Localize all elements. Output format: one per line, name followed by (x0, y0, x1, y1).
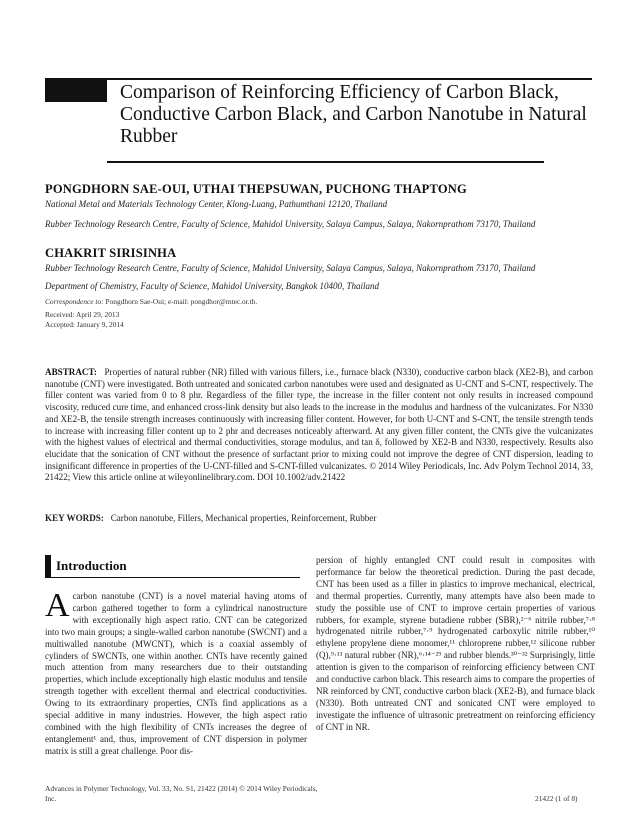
header-black-block (45, 78, 107, 102)
affiliation-4: Department of Chemistry, Faculty of Science, Mahidol University, Bangkok 10400, Thailand (45, 281, 379, 291)
correspondence-text: Pongdhorn Sae-Oui; e-mail: pongdhor@mtec.or.th. (105, 297, 258, 306)
section-title: Introduction (56, 558, 127, 573)
section-rule (45, 577, 300, 578)
footer-journal: Advances in Polymer Technology, Vol. 33, No. S1, 21422 (2014) © 2014 Wiley Periodicals, Inc. (45, 784, 318, 803)
drop-cap: A (45, 587, 70, 624)
keywords (45, 513, 593, 523)
abstract (45, 367, 593, 484)
abstract-text: Properties of natural rubber (NR) filled with various fillers, i.e., furnace black (N330), conductive carbon black (XE2-B), and carbon nanotube (CNT) were investigated. Both untreated and sonicated carbon nanotubes were used and designated as U-CNT and S-CNT, respectively. The filler content was varied from 0 to 8 phr. Regardless of the filler type, the increase in the filler content not only results in increased compound viscosity, reduced cure time, and enhanced cross-link density but also leads to the increase in the modulus and hardness of the vulcanizates. For N330 and XE2-B, the tensile strength increases continuously with increasing filler content. However, for both U-CNT and S-CNT, the tensile strength tends to increase with increasing filler content up to 2 phr and decreases noticeably afterward. At any given filler content, the CNTs give the vulcanizates with the highest values of electrical and thermal conductivities, storage modulus, and tan δ, followed by XE2-B and N330, respectively. Results also elucidate that the sonication of CNT without the presence of surfactant prior to mixing could not improve the degree of CNT dispersion, leading to insignificant difference in properties of the U-CNT-filled and S-CNT-filled vulcanizates. © 2014 Wiley Periodicals, Inc. Adv Polym Technol 2014, 33, 21422; View this article online at wileyonlinelibrary.com. DOI 10.1002/adv.21422 (45, 367, 593, 483)
authors-group-2: CHAKRIT SIRISINHA (45, 246, 177, 260)
keywords-text: Carbon nanotube, Fillers, Mechanical properties, Reinforcement, Rubber (110, 513, 377, 523)
abstract-label: ABSTRACT: (45, 367, 97, 377)
header-rule (107, 78, 592, 80)
correspondence (45, 297, 605, 306)
affiliation-1: National Metal and Materials Technology Center, Klong-Luang, Pathumthani 12120, Thailand (45, 199, 388, 209)
paper-title: Comparison of Reinforcing Efficiency of Carbon Black, Conductive Carbon Black, and Carbon Nanotube in Natural Rubber (120, 82, 587, 147)
correspondence-label: Correspondence to: (45, 297, 104, 306)
intro-column-1-text: carbon nanotube (CNT) is a novel material having atoms of carbon gathered together to form a cylindrical nanostructure with exceptionally high aspect ratio. CNT can be categorized into two main groups; a single-walled carbon nanotube (SWCNT) and a multiwalled nanotube (MWCNT), which is a coaxial assembly of cylinders of SWCNTs, one within another. CNTs have recently gained much attention from many researchers due to their outstanding properties, which include exceptionally high elastic modulus and tensile strength together with excellent thermal and electrical conductivities. Owing to its extraordinary properties, CNTs find applications as a special additive in many industries. However, the high aspect ratio combined with the high flexibility of CNTs increases the degree of entanglement¹ and, thus, improvement of CNT dispersion in polymer matrix is still a great challenge. Poor dis- (45, 591, 307, 756)
authors-group-1: PONGDHORN SAE-OUI, UTHAI THEPSUWAN, PUCHONG THAPTONG (45, 182, 467, 196)
footer-page-number: 21422 (1 of 8) (535, 794, 578, 803)
affiliation-3: Rubber Technology Research Centre, Faculty of Science, Mahidol University, Salaya Campus, Salaya, Nakornprathom 73170, Thailand (45, 263, 536, 273)
accepted-date: Accepted: January 9, 2014 (45, 320, 124, 329)
affiliation-2: Rubber Technology Research Centre, Faculty of Science, Mahidol University, Salaya Campus, Salaya, Nakornprathom 73170, Thailand (45, 219, 536, 229)
intro-column-2: persion of highly entangled CNT could result in composites with performance far below the theoretical prediction. During the past decade, CNT has been used as a filler in plastics to improve mechanical, electrical, and thermal properties. Currently, many attempts have also been made to study the possible use of CNT to improve certain properties of various rubbers, for example, styrene butadiene rubber (SBR),²⁻⁶ nitrile rubber,⁷·⁸ hydrogenated nitrile rubber,⁷·⁹ hydrogenated carboxylic nitrile rubber,¹⁰ ethylene propylene diene monomer,¹¹ chloroprene rubber,¹² silicone rubber (Q),⁹·¹³ natural rubber (NR),⁶·¹⁴⁻²⁹ and rubber blends.³⁰⁻³² Surprisingly, little attention is given to the comparison of reinforcing efficiency between CNT and conductive carbon black. This research aims to compare the properties of NR reinforced by CNT, conductive carbon black (XE2-B), and furnace black (N330). Both untreated CNT and sonicated CNT were employed to investigate the influence of ultrasonic pretreatment on reinforcing efficiency of CNT in NR. (316, 555, 595, 732)
received-date: Received: April 29, 2013 (45, 310, 120, 319)
intro-column-1 (45, 587, 307, 758)
keywords-label: KEY WORDS: (45, 513, 104, 523)
title-divider (107, 161, 544, 163)
section-marker (45, 555, 51, 577)
